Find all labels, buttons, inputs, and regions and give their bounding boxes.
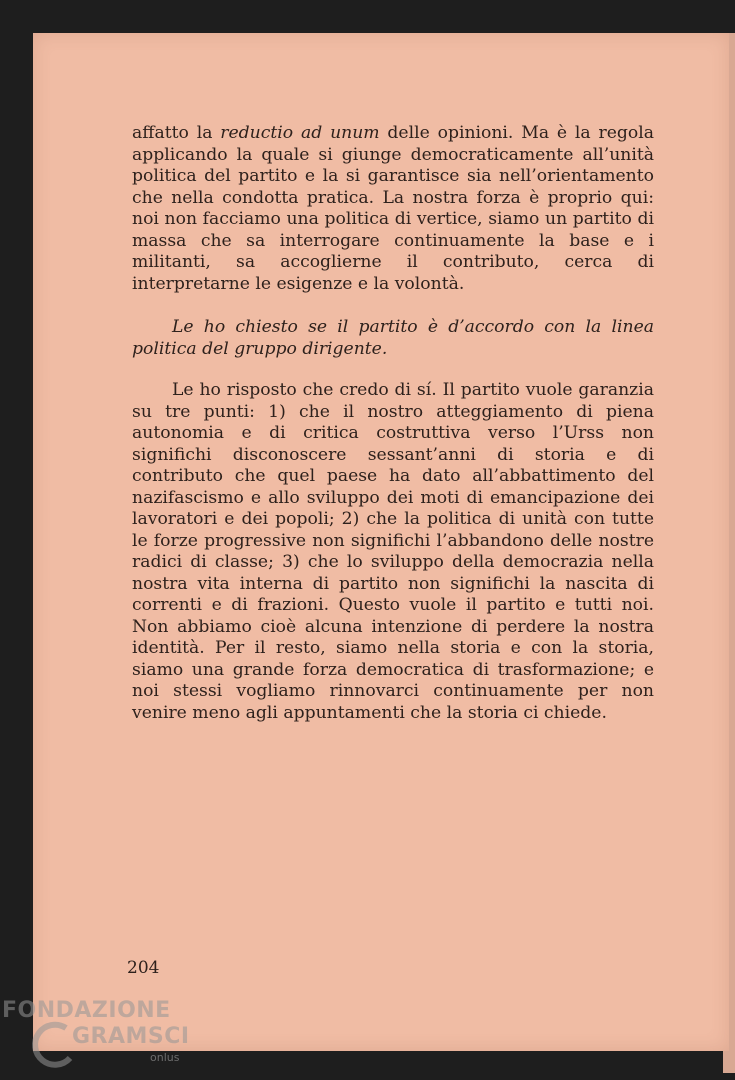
paragraph-1-start: affatto la (132, 123, 221, 143)
body-text (132, 123, 654, 724)
latin-phrase: reductio ad unum (220, 123, 380, 143)
watermark-line-3: onlus (150, 1051, 180, 1064)
page-number: 204 (127, 958, 160, 978)
watermark-line-2: GRAMSCI (72, 1024, 190, 1049)
interview-question: Le ho chiesto se il partito è d’accordo con la linea politica del gruppo dirigente. (132, 317, 654, 359)
paragraph-1-rest: delle opinioni. Ma è la regola applicando la quale si giunge democraticamente all’unità politica del partito e la si garantisce sia nell’orientamento che nella condotta pratica. La nostra forza è proprio qui: noi non facciamo una politica di vertice, siamo un partito di massa che sa interrogare continuamente la base e i militanti, sa accoglierne il contributo, cerca di interpretarne le esigenze e la volontà. (132, 123, 654, 294)
paragraph-1 (132, 123, 654, 295)
watermark-line-1: FONDAZIONE (2, 998, 171, 1023)
watermark (2, 998, 202, 1078)
interview-answer: Le ho risposto che credo di sí. Il partito vuole garanzia su tre punti: 1) che il nostro atteggiamento di piena autonomia e di critica costruttiva verso l’Urss non significhi disconoscere sessant’anni di storia e di contributo che quel paese ha dato all’abbattimento del nazifascismo e allo sviluppo dei moti di emancipazione dei lavoratori e dei popoli; 2) che la politica di unità con tutte le forze progressive non significhi l’abbandono delle nostre radici di classe; 3) che lo sviluppo della democrazia nella nostra vita interna di partito non significhi la nascita di correnti e di frazioni. Questo vuole il partito e tutti noi. Non abbiamo cioè alcuna intenzione di perdere la nostra identità. Per il resto, siamo nella storia e con la storia, siamo una grande forza democratica di trasformazione; e noi stessi vogliamo rinnovarci continuamente per non venire meno agli appuntamenti che la storia ci chiede. (132, 380, 654, 723)
